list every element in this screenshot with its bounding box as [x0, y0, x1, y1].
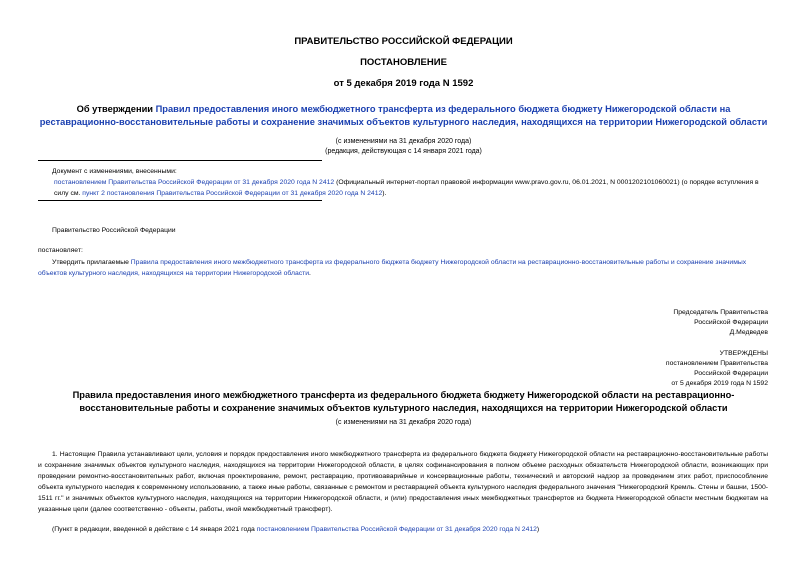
- title-prefix: Об утверждении: [76, 104, 156, 114]
- edition-revision: (редакция, действующая с 14 января 2021 года): [325, 148, 482, 155]
- paragraph-1-note: [52, 526, 539, 533]
- approve-prefix: Утвердить прилагаемые: [52, 259, 131, 266]
- signature-line-2: Российской Федерации: [694, 319, 768, 326]
- changes-link-resolution[interactable]: постановлением Правительства Российской Федерации от 31 декабря 2020 года N 2412: [54, 179, 335, 186]
- edition-changes: (с изменениями на 31 декабря 2020 года): [335, 138, 472, 145]
- approved-line-3: Российской Федерации: [694, 370, 768, 377]
- changes-mid-text: (Официальный интернет-портал правовой информации www.pravo.gov.ru, 06.01.2021, N 0001202101060021) (о порядке вступления в силу см.: [54, 179, 759, 197]
- signature-block: [673, 308, 768, 338]
- changes-block: [52, 166, 768, 199]
- divider-bottom: [38, 200, 322, 201]
- government-name: Правительство Российской Федерации: [52, 227, 176, 234]
- decides-label: постановляет:: [38, 247, 83, 254]
- note-end: ): [536, 526, 540, 533]
- government-heading: ПРАВИТЕЛЬСТВО РОССИЙСКОЙ ФЕДЕРАЦИИ: [294, 36, 513, 47]
- document-title: [38, 103, 769, 129]
- approve-end: .: [309, 270, 311, 277]
- rules-title: Правила предоставления иного межбюджетного трансферта из федерального бюджета бюджету Нижегородской области на реставрационно-восстановительные работы и сохранение значимых объектов культурного наследия, находящихся на территории Нижегородской области: [72, 390, 735, 413]
- note-resolution-link[interactable]: постановлением Правительства Российской Федерации от 31 декабря 2020 года N 2412: [256, 526, 537, 533]
- signature-line-1: Председатель Правительства: [673, 309, 768, 316]
- approve-paragraph: [38, 257, 768, 279]
- approve-rules-link[interactable]: Правила предоставления иного межбюджетного трансферта из федерального бюджета бюджету Нижегородской области на реставрационно-восстановительные работы и сохранение значимых объектов культурного наследия, находящихся на территории Нижегородской области: [38, 259, 747, 277]
- changes-intro: Документ с изменениями, внесенными:: [52, 168, 177, 175]
- changes-end-text: ).: [382, 190, 387, 197]
- approved-block: [666, 349, 768, 389]
- note-prefix: (Пункт в редакции, введенной в действие с 14 января 2021 года: [52, 526, 257, 533]
- document-type: ПОСТАНОВЛЕНИЕ: [360, 57, 447, 68]
- signature-line-3: Д.Медведев: [729, 329, 768, 336]
- approved-line-4: от 5 декабря 2019 года N 1592: [671, 380, 768, 387]
- document-date-number: от 5 декабря 2019 года N 1592: [333, 78, 474, 89]
- approved-line-1: УТВЕРЖДЕНЫ: [719, 350, 768, 357]
- rules-paragraph-1: 1. Настоящие Правила устанавливают цели, условия и порядок предоставления иного межбюджетного трансферта из федерального бюджета бюджету Нижегородской области на реставрационно-восстановительные работы и сохранение значимых объектов культурного наследия, находящихся на территории Нижегородской области, в целях софинансирования в полном объеме расходных обязательств Нижегородской области, возникающих при проведении ремонтно-восстановительных работ, включая проектирование, ремонт, реставрацию, противоаварийные и консервационные работы, технический и авторский надзор за проведением этих работ, приспособление объекта культурного наследия к современному использованию, а также иные работы, связанные с ремонтом и реставрацией объекта культурного наследия федерального значения "Нижегородский Кремль. Стены и башни, 1500-1511 гг." и значимых объектов культурного наследия, находящихся на территории Нижегородской области, и (или) предоставления иных межбюджетных трансфертов из бюджета Нижегородской области местным бюджетам на указанные цели (далее соответственно - объекты, работы, иной межбюджетный трансферт).: [38, 451, 768, 513]
- approved-line-2: постановлением Правительства: [665, 360, 768, 367]
- divider-top: [38, 160, 322, 161]
- title-rules-link[interactable]: Правил предоставления иного межбюджетного трансферта из федерального бюджета бюджету Нижегородской области на реставрационно-восстановительные работы и сохранение значимых объектов культурного наследия, находящихся на территории Нижегородской области: [39, 104, 768, 127]
- rules-edition: (с изменениями на 31 декабря 2020 года): [335, 419, 472, 426]
- changes-text: [52, 177, 768, 199]
- changes-link-point2[interactable]: пункт 2 постановления Правительства Российской Федерации от 31 декабря 2020 года N 2412: [82, 190, 383, 197]
